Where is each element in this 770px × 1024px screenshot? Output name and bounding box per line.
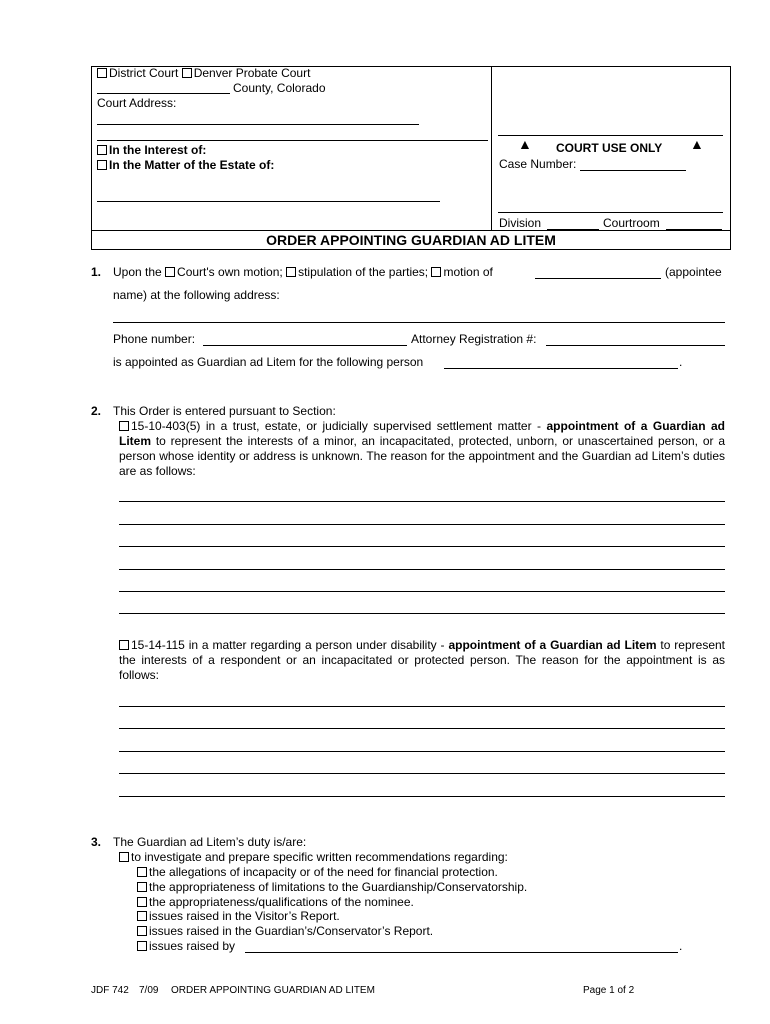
stipulation-checkbox[interactable]: [286, 267, 296, 277]
reason-b-line-5[interactable]: [119, 796, 725, 797]
court-use-only-label: COURT USE ONLY: [556, 141, 663, 155]
section-15-10-403-rest: to represent the interests of a minor, an incapacitated, protected, unborn, or unascertained person, or a person whose identity or address is unknown. The reason for the appointment and the Guardian ad Litem’s duties are as follows:: [119, 434, 725, 478]
duty-checkbox-4[interactable]: [137, 911, 147, 921]
reason-b-line-2[interactable]: [119, 728, 725, 729]
estate-of-row: [97, 158, 274, 173]
case-number-label: Case Number:: [499, 157, 577, 171]
section-15-14-115-bold-text: appointment of a Guardian ad Litem: [448, 638, 657, 652]
investigate-row: [119, 850, 508, 865]
section-15-14-115-paragraph: [119, 638, 725, 683]
appointed-period: .: [679, 355, 683, 369]
section-15-14-115-text: 15-14-115 in a matter regarding a person under disability -: [131, 638, 449, 652]
footer-page-number: Page 1 of 2: [583, 985, 635, 996]
reason-line-5[interactable]: [119, 591, 725, 592]
arrow-left-icon: ▲: [518, 136, 532, 152]
duty-checkbox-2[interactable]: [137, 882, 147, 892]
duty-item: [137, 939, 235, 954]
duty-label-3: the appropriateness/qualifications of the nominee.: [149, 895, 414, 909]
name-address-label: name) at the following address:: [113, 288, 280, 302]
phone-field[interactable]: [203, 345, 407, 346]
court-selection: [97, 66, 310, 81]
duty-checkbox-3[interactable]: [137, 897, 147, 907]
reason-b-line-4[interactable]: [119, 773, 725, 774]
duty-checkbox-5[interactable]: [137, 926, 147, 936]
duty-item: [137, 880, 527, 895]
court-address-label: Court Address:: [97, 96, 177, 110]
reason-line-4[interactable]: [119, 569, 725, 570]
district-court-label: District Court: [109, 66, 179, 80]
duty-label-6: issues raised by: [149, 939, 236, 953]
section-15-14-115-rest: to represent the interests of a respondent or an incapacitated or protected person. The reason for the appointment is as follows:: [119, 638, 725, 682]
court-address-field[interactable]: [97, 124, 419, 125]
duty-label-5: issues raised in the Guardian’s/Conservator’s Report.: [149, 924, 434, 938]
section-3-number: 3.: [91, 835, 102, 849]
section-2-intro: This Order is entered pursuant to Section:: [113, 404, 336, 418]
duty-label-2: the appropriateness of limitations to the Guardianship/Conservatorship.: [149, 880, 528, 894]
caption-divider: [491, 66, 492, 231]
upon-label: Upon the: [113, 265, 162, 279]
person-field[interactable]: [444, 368, 678, 369]
case-number-field[interactable]: [580, 170, 686, 171]
issues-raised-by-field[interactable]: [245, 952, 678, 953]
appointed-for-label: is appointed as Guardian ad Litem for the following person: [113, 355, 424, 369]
duty-label-1: the allegations of incapacity or of the need for financial protection.: [149, 865, 498, 879]
section-15-10-403-text: 15-10-403(5) in a trust, estate, or judicially supervised settlement matter -: [131, 419, 547, 433]
district-court-checkbox[interactable]: [97, 68, 107, 78]
investigate-checkbox[interactable]: [119, 852, 129, 862]
interest-of-checkbox[interactable]: [97, 145, 107, 155]
duty-item: [137, 895, 414, 910]
duty-label-4: issues raised in the Visitor’s Report.: [149, 909, 340, 923]
section-15-10-403-paragraph: [119, 419, 725, 479]
reason-line-2[interactable]: [119, 524, 725, 525]
duty-item: [137, 924, 433, 939]
section-1-number: 1.: [91, 265, 102, 279]
page-title: ORDER APPOINTING GUARDIAN AD LITEM: [266, 232, 556, 248]
investigate-label: to investigate and prepare specific written recommendations regarding:: [131, 850, 508, 864]
section-2-number: 2.: [91, 404, 102, 418]
duty-checkbox-6[interactable]: [137, 941, 147, 951]
interest-of-label: In the Interest of:: [109, 143, 207, 157]
estate-of-checkbox[interactable]: [97, 160, 107, 170]
appointee-label: (appointee: [665, 265, 722, 279]
reason-line-3[interactable]: [119, 546, 725, 547]
section-3-intro: The Guardian ad Litem’s duty is/are:: [113, 835, 307, 849]
attorney-registration-field[interactable]: [546, 345, 725, 346]
section-15-10-403-checkbox[interactable]: [119, 421, 129, 431]
interest-of-row: [97, 143, 206, 158]
party-name-field[interactable]: [97, 201, 440, 202]
reason-b-line-1[interactable]: [119, 706, 725, 707]
county-field[interactable]: [97, 93, 230, 94]
county-label: County, Colorado: [233, 81, 326, 95]
section-15-10-403-bold-litem: Litem: [119, 434, 152, 448]
courts-motion-label: Court's own motion;: [177, 265, 283, 279]
courts-motion-checkbox[interactable]: [165, 267, 175, 277]
denver-probate-checkbox[interactable]: [182, 68, 192, 78]
reason-line-6[interactable]: [119, 613, 725, 614]
issues-period: .: [679, 939, 683, 953]
footer-form-id: JDF 742: [91, 985, 129, 996]
stipulation-label: stipulation of the parties;: [298, 265, 429, 279]
appointee-address-field[interactable]: [113, 322, 725, 323]
attorney-registration-label: Attorney Registration #:: [411, 332, 537, 346]
reason-b-line-3[interactable]: [119, 751, 725, 752]
duty-checkbox-1[interactable]: [137, 867, 147, 877]
section-15-10-403-bold-text: appointment of a Guardian ad: [546, 419, 725, 433]
division-rule: [498, 212, 723, 213]
motion-of-checkbox[interactable]: [431, 267, 441, 277]
arrow-right-icon: ▲: [690, 136, 704, 152]
duty-item: [137, 865, 498, 880]
courtroom-label: Courtroom: [603, 216, 660, 230]
reason-line-1[interactable]: [119, 501, 725, 502]
motion-of-label: motion of: [443, 265, 493, 279]
appointee-name-field[interactable]: [535, 278, 661, 279]
phone-label: Phone number:: [113, 332, 196, 346]
caption-separator: [97, 140, 488, 141]
denver-probate-label: Denver Probate Court: [193, 66, 311, 80]
estate-of-label: In the Matter of the Estate of:: [109, 158, 275, 172]
duty-item: [137, 909, 340, 924]
footer-date: 7/09: [139, 985, 159, 996]
division-label: Division: [499, 216, 542, 230]
footer-form-title: ORDER APPOINTING GUARDIAN AD LITEM: [171, 985, 375, 996]
section-15-14-115-checkbox[interactable]: [119, 640, 129, 650]
